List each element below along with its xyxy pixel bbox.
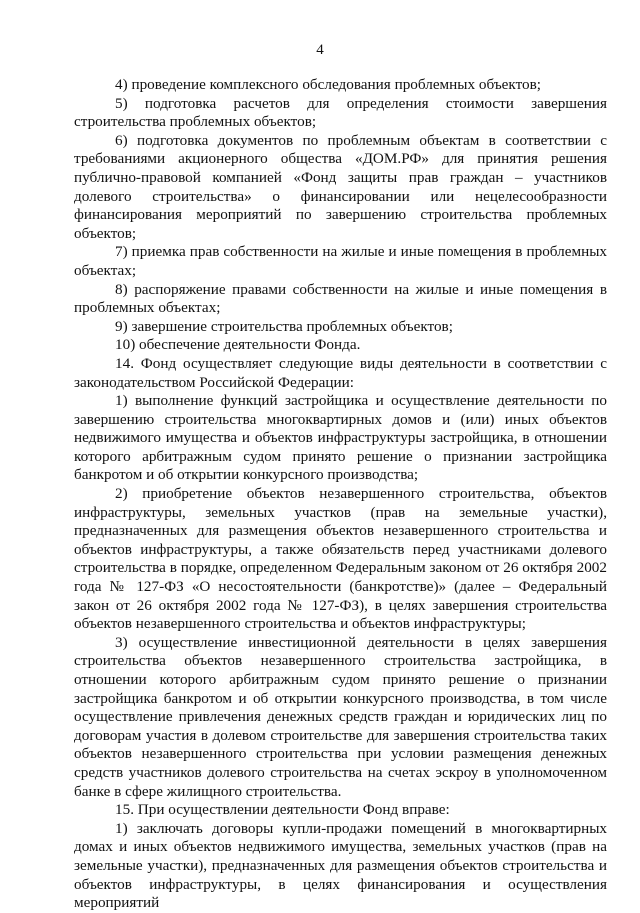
paragraph: 3) осуществление инвестиционной деятельности в целях завершения строительства объектов незавершенного строительства застройщика, в отношении которого арбитражным судом принято решение о признании застройщика банкротом и об открытии конкурсного производства, в том числе осуществление привлечения денежных средств граждан и юридических лиц по договорам участия в долевом строительстве для завершения строительства таких объектов незавершенного строительства при условии размещения денежных средств участников долевого строительства на счетах эскроу в уполномоченном банке в сфере жилищного строительства.	[74, 633, 607, 800]
paragraph: 1) выполнение функций застройщика и осуществление деятельности по завершению строительства многоквартирных домов и (или) иных объектов недвижимого имущества и объектов инфраструктуры застройщика, в отношении которого арбитражным судом принято решение о признании застройщика банкротом и об открытии конкурсного производства;	[74, 392, 607, 484]
paragraph: 14. Фонд осуществляет следующие виды деятельности в соответствии с законодательством Российской Федерации:	[74, 354, 607, 391]
page-number: 4	[316, 42, 324, 58]
paragraph: 2) приобретение объектов незавершенного строительства, объектов инфраструктуры, земельных участков (прав на земельные участки), предназначенных для размещения объектов незавершенного строительства и объектов инфраструктуры, а также обязательств перед участниками долевого строительства в порядке, определенном Федеральным законом от 26 октября 2002 года № 127-ФЗ «О несостоятельности (банкротстве)» (далее – Федеральный закон от 26 октября 2002 года № 127-ФЗ), в целях завершения строительства объектов незавершенного строительства и объектов инфраструктуры;	[74, 485, 607, 633]
document-body	[74, 76, 607, 913]
paragraph: 15. При осуществлении деятельности Фонд вправе:	[115, 801, 450, 819]
paragraph: 10) обеспечение деятельности Фонда.	[115, 336, 361, 354]
paragraph: 5) подготовка расчетов для определения стоимости завершения строительства проблемных объектов;	[74, 94, 607, 131]
paragraph: 8) распоряжение правами собственности на жилые и иные помещения в проблемных объектах;	[74, 280, 607, 317]
paragraph: 9) завершение строительства проблемных объектов;	[115, 317, 453, 335]
paragraph: 4) проведение комплексного обследования проблемных объектов;	[115, 76, 542, 93]
paragraph: 1) заключать договоры купли-продажи помещений в многоквартирных домах и иных объектов недвижимого имущества, земельных участков (прав на земельные участки), предназначенных для размещения объектов строительства и объектов инфраструктуры, в целях финансирования и осуществления мероприятий	[74, 819, 607, 912]
paragraph: 6) подготовка документов по проблемным объектам в соответствии с требованиями акционерного общества «ДОМ.РФ» для принятия решения публично-правовой компанией «Фонд защиты прав граждан – участников долевого строительства» о финансировании или нецелесообразности финансирования мероприятий по завершению строительства проблемных объектов;	[74, 131, 607, 242]
paragraph: 7) приемка прав собственности на жилые и иные помещения в проблемных объектах;	[74, 243, 607, 279]
